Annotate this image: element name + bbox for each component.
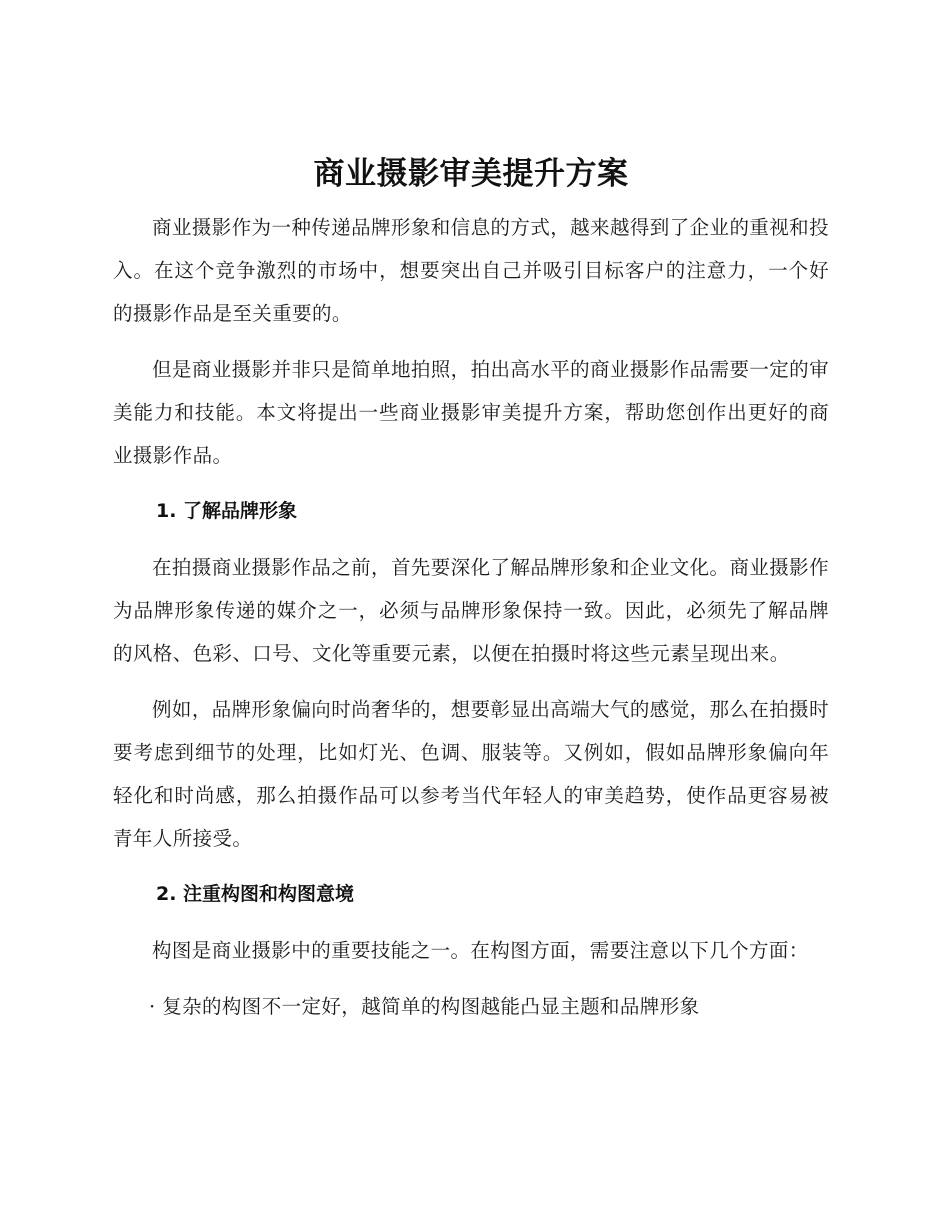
bullet-item: · 复杂的构图不一定好，越简单的构图越能凸显主题和品牌形象 [149, 995, 700, 1018]
intro-paragraph: 商业摄影作为一种传递品牌形象和信息的方式，越来越得到了企业的重视和投入。在这个竞争激烈的市场中，想要突出自己并吸引目标客户的注意力，一个好的摄影作品是至关重要的。 [113, 216, 829, 325]
section-heading-composition: 2. 注重构图和构图意境 [156, 883, 355, 905]
section-paragraph: 构图是商业摄影中的重要技能之一。在构图方面，需要注意以下几个方面： [152, 939, 809, 962]
document-body [113, 148, 829, 1041]
section-heading-brand-image: 1. 了解品牌形象 [156, 500, 298, 522]
intro-paragraph: 但是商业摄影并非只是简单地拍照，拍出高水平的商业摄影作品需要一定的审美能力和技能。本文将提出一些商业摄影审美提升方案，帮助您创作出更好的商业摄影作品。 [113, 358, 829, 467]
document-title: 商业摄影审美提升方案 [313, 156, 629, 192]
section-paragraph: 例如，品牌形象偏向时尚奢华的，想要彰显出高端大气的感觉，那么在拍摄时要考虑到细节的处理，比如灯光、色调、服装等。又例如，假如品牌形象偏向年轻化和时尚感，那么拍摄作品可以参考当代年轻人的审美趋势，使作品更容易被青年人所接受。 [113, 698, 829, 850]
section-paragraph: 在拍摄商业摄影作品之前，首先要深化了解品牌形象和企业文化。商业摄影作为品牌形象传递的媒介之一，必须与品牌形象保持一致。因此，必须先了解品牌的风格、色彩、口号、文化等重要元素，以便在拍摄时将这些元素呈现出来。 [113, 556, 829, 665]
